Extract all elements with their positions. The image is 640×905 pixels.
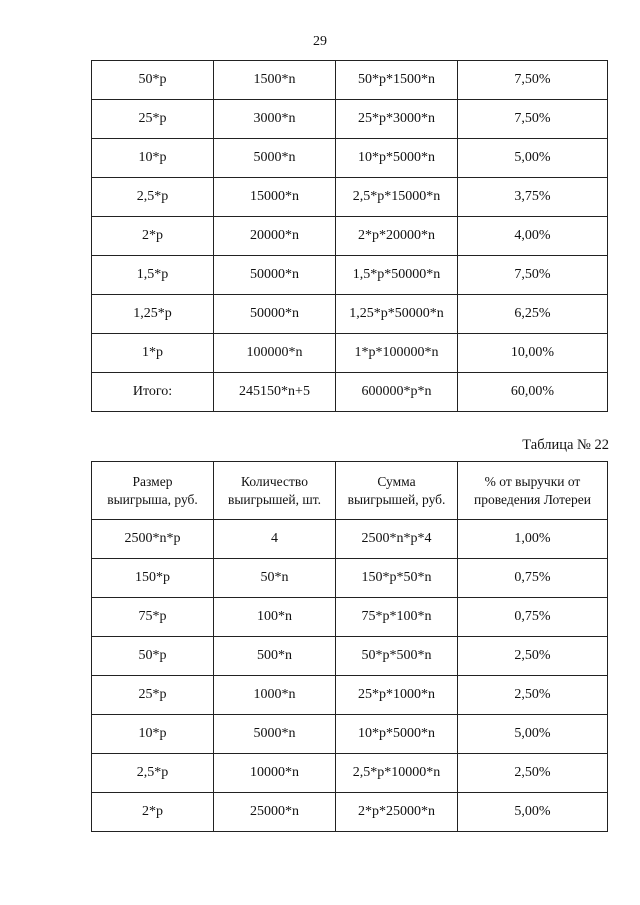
cell-prize-sum: 2500*n*p*4 — [336, 520, 458, 559]
cell-prize-size: 25*p — [92, 100, 214, 139]
table-row — [92, 793, 608, 832]
header-line: Сумма — [377, 473, 416, 489]
cell-prize-count: 5000*n — [214, 139, 336, 178]
cell-prize-size: 1,5*p — [92, 256, 214, 295]
cell-prize-count: 50000*n — [214, 295, 336, 334]
cell-revenue-percent: 7,50% — [458, 61, 608, 100]
cell-revenue-percent: 60,00% — [458, 373, 608, 412]
cell-revenue-percent: 2,50% — [458, 637, 608, 676]
cell-prize-sum: 600000*p*n — [336, 373, 458, 412]
table-caption: Таблица № 22 — [522, 437, 609, 453]
table-row — [92, 217, 608, 256]
cell-prize-count: 100*n — [214, 598, 336, 637]
table-row — [92, 676, 608, 715]
cell-prize-count: 25000*n — [214, 793, 336, 832]
cell-prize-sum: 1,25*p*50000*n — [336, 295, 458, 334]
cell-prize-sum: 2*p*20000*n — [336, 217, 458, 256]
table-row — [92, 139, 608, 178]
cell-prize-size: 2500*n*p — [92, 520, 214, 559]
prize-table-22 — [91, 461, 608, 832]
cell-prize-sum: 25*p*1000*n — [336, 676, 458, 715]
cell-revenue-percent: 3,75% — [458, 178, 608, 217]
cell-prize-count: 15000*n — [214, 178, 336, 217]
cell-prize-count: 50000*n — [214, 256, 336, 295]
table-row — [92, 178, 608, 217]
cell-prize-count: 5000*n — [214, 715, 336, 754]
cell-revenue-percent: 10,00% — [458, 334, 608, 373]
header-line: выигрыша, руб. — [107, 491, 198, 507]
cell-revenue-percent: 5,00% — [458, 139, 608, 178]
cell-prize-count: 500*n — [214, 637, 336, 676]
table-row — [92, 598, 608, 637]
header-revenue-percent — [458, 462, 608, 520]
cell-revenue-percent: 0,75% — [458, 559, 608, 598]
cell-prize-size: 2*p — [92, 793, 214, 832]
cell-prize-sum: 50*p*1500*n — [336, 61, 458, 100]
cell-prize-sum: 150*p*50*n — [336, 559, 458, 598]
cell-prize-count: 3000*n — [214, 100, 336, 139]
cell-prize-size: 25*p — [92, 676, 214, 715]
cell-revenue-percent: 7,50% — [458, 100, 608, 139]
cell-revenue-percent: 5,00% — [458, 715, 608, 754]
cell-prize-size: 50*p — [92, 61, 214, 100]
table-row — [92, 256, 608, 295]
table-row — [92, 715, 608, 754]
table-row — [92, 520, 608, 559]
cell-prize-sum: 10*p*5000*n — [336, 715, 458, 754]
cell-revenue-percent: 0,75% — [458, 598, 608, 637]
cell-prize-size: 2,5*p — [92, 178, 214, 217]
cell-prize-size: 50*p — [92, 637, 214, 676]
cell-prize-count: 20000*n — [214, 217, 336, 256]
cell-prize-sum: 1*p*100000*n — [336, 334, 458, 373]
cell-prize-size: 150*p — [92, 559, 214, 598]
cell-prize-size: 10*p — [92, 139, 214, 178]
cell-prize-sum: 2,5*p*10000*n — [336, 754, 458, 793]
cell-revenue-percent: 6,25% — [458, 295, 608, 334]
header-line: выигрышей, шт. — [227, 491, 322, 507]
header-line: выигрышей, руб. — [347, 491, 446, 507]
header-line: Количество — [241, 473, 308, 489]
cell-prize-count: 50*n — [214, 559, 336, 598]
cell-prize-size: 1,25*p — [92, 295, 214, 334]
cell-prize-count: 10000*n — [214, 754, 336, 793]
cell-prize-count: 1000*n — [214, 676, 336, 715]
cell-prize-sum: 2*p*25000*n — [336, 793, 458, 832]
table-row — [92, 100, 608, 139]
cell-revenue-percent: 1,00% — [458, 520, 608, 559]
cell-prize-size: 1*p — [92, 334, 214, 373]
table-row — [92, 61, 608, 100]
cell-prize-count: 100000*n — [214, 334, 336, 373]
cell-prize-size: 75*p — [92, 598, 214, 637]
cell-prize-sum: 2,5*p*15000*n — [336, 178, 458, 217]
cell-revenue-percent: 2,50% — [458, 754, 608, 793]
cell-revenue-percent: 4,00% — [458, 217, 608, 256]
table-row — [92, 334, 608, 373]
header-line: % от выручки от — [484, 473, 581, 489]
header-prize-size — [92, 462, 214, 520]
cell-prize-sum: 25*p*3000*n — [336, 100, 458, 139]
cell-prize-sum: 1,5*p*50000*n — [336, 256, 458, 295]
table-row — [92, 637, 608, 676]
cell-revenue-percent: 7,50% — [458, 256, 608, 295]
cell-prize-size: 2*p — [92, 217, 214, 256]
prize-table-continued — [91, 60, 608, 412]
table-row — [92, 373, 608, 412]
cell-prize-count: 4 — [214, 520, 336, 559]
cell-revenue-percent: 5,00% — [458, 793, 608, 832]
cell-prize-size: 2,5*p — [92, 754, 214, 793]
page-number: 29 — [313, 34, 327, 49]
cell-prize-count: 1500*n — [214, 61, 336, 100]
cell-prize-size: 10*p — [92, 715, 214, 754]
header-prize-sum — [336, 462, 458, 520]
header-line: Размер — [132, 473, 173, 489]
header-line: проведения Лотереи — [474, 491, 591, 507]
table-row — [92, 754, 608, 793]
cell-prize-size: Итого: — [92, 373, 214, 412]
table-row — [92, 559, 608, 598]
header-prize-count — [214, 462, 336, 520]
cell-prize-sum: 10*p*5000*n — [336, 139, 458, 178]
table-header-row — [92, 462, 608, 520]
table-row — [92, 295, 608, 334]
cell-prize-count: 245150*n+5 — [214, 373, 336, 412]
cell-prize-sum: 50*p*500*n — [336, 637, 458, 676]
cell-revenue-percent: 2,50% — [458, 676, 608, 715]
cell-prize-sum: 75*p*100*n — [336, 598, 458, 637]
